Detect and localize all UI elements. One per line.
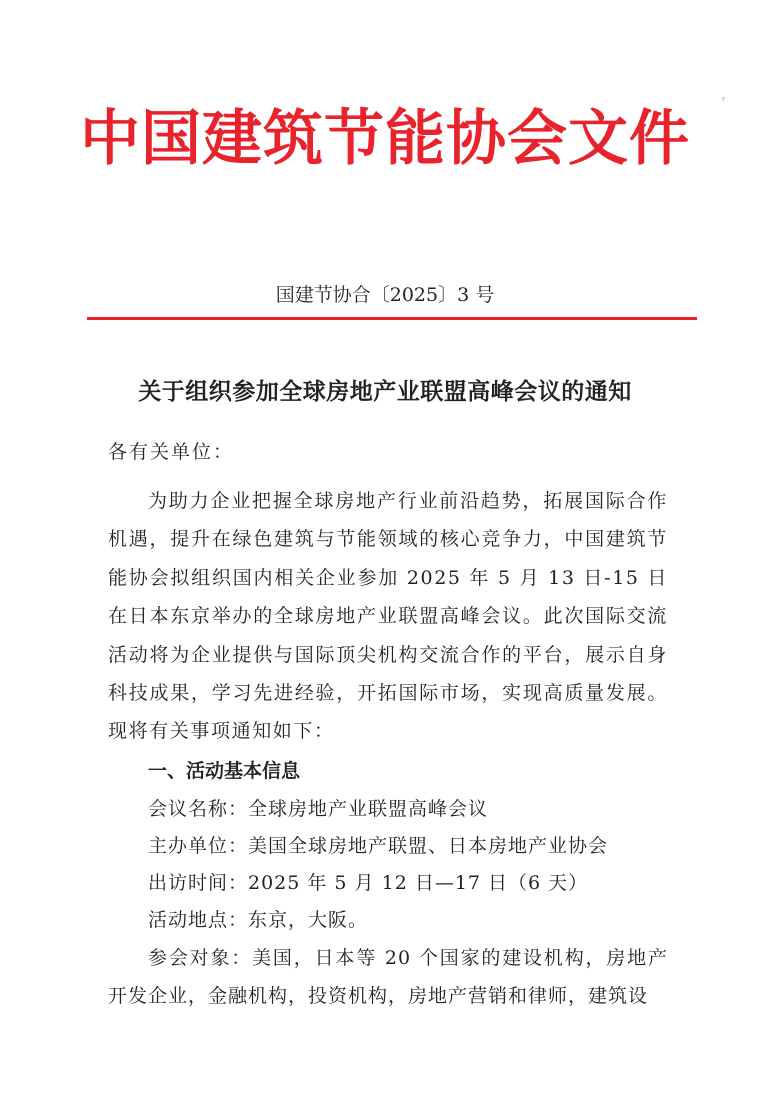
org-header-title: 中国建筑节能协会文件 xyxy=(80,104,690,174)
participants-line: 参会对象：美国，日本等 20 个国家的建设机构，房地产开发企业，金融机构，投资机构，房地产营销和律师，建筑设 xyxy=(108,946,668,1007)
salutation: 各有关单位： xyxy=(108,441,235,463)
intro-paragraph: 为助力企业把握全球房地产行业前沿趋势，拓展国际合作机遇，提升在绿色建筑与节能领域的核心竞争力，中国建筑节能协会拟组织国内相关企业参加 2025 年 5 月 13 日-15 日在日本东京举办的全球房地产业联盟高峰会议。此次国际交流活动将为企业提供与国际顶尖机构交流合作的平台，展示自身科技成果，学习先进经验，开拓国际市场，实现高质量发展。现将有关事项通知如下： xyxy=(108,490,668,743)
meeting-name-line: 会议名称：全球房地产业联盟高峰会议 xyxy=(148,797,489,820)
document-body xyxy=(108,435,668,1015)
organizers-line: 主办单位：美国全球房地产联盟、日本房地产业协会 xyxy=(148,834,609,857)
document-number: 国建节协合〔2025〕3 号 xyxy=(275,284,495,306)
section-heading-basic-info: 一、活动基本信息 xyxy=(148,759,301,782)
red-divider-rule xyxy=(87,317,697,320)
location-line: 活动地点：东京，大阪。 xyxy=(148,908,369,931)
scan-mark: ʳ xyxy=(722,96,726,107)
visit-time-line: 出访时间：2025 年 5 月 12 日—17 日（6 天） xyxy=(148,871,589,894)
notice-title: 关于组织参加全球房地产业联盟高峰会议的通知 xyxy=(138,378,632,405)
